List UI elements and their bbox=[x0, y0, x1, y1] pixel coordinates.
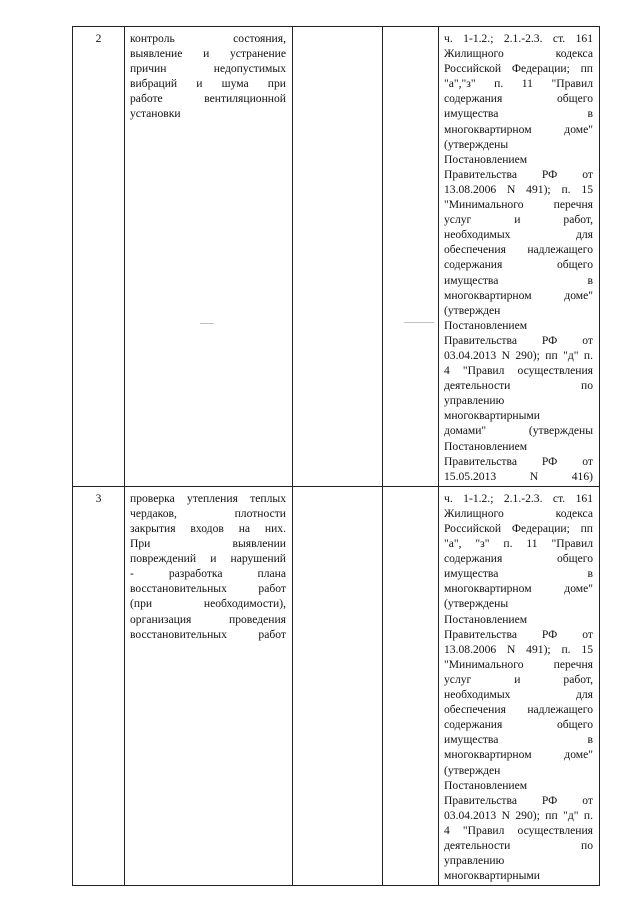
text-line: (утверждены bbox=[444, 137, 509, 151]
empty-cell bbox=[383, 486, 439, 885]
text-line: содержания общего bbox=[444, 552, 593, 566]
text-line: 4 "Правил осуществления bbox=[444, 823, 593, 837]
text-line: Постановлением bbox=[444, 439, 528, 453]
text-line: При выявлении bbox=[130, 537, 286, 551]
text-line: Жилищного кодекса bbox=[444, 47, 593, 61]
text-line: обеспечения надлежащего bbox=[444, 243, 593, 257]
text-line: управлению bbox=[444, 394, 505, 408]
legal-reference bbox=[439, 487, 599, 885]
text-line: закрытия входов на них. bbox=[130, 522, 286, 535]
text-line: проверка утепления теплых bbox=[130, 491, 286, 505]
table-row bbox=[73, 486, 600, 885]
text-line: причин недопустимых bbox=[130, 62, 286, 76]
text-line: Правительства РФ от bbox=[444, 793, 593, 807]
table-row bbox=[73, 27, 600, 487]
text-line: 15.05.2013 N 416) bbox=[444, 469, 593, 483]
text-line: 4 "Правил осуществления bbox=[444, 364, 593, 378]
text-line: необходимых для bbox=[444, 228, 593, 242]
text-line: Постановлением bbox=[444, 778, 528, 792]
text-line: вибраций и шума при bbox=[130, 77, 286, 91]
text-line: многоквартирном доме" bbox=[444, 288, 593, 302]
text-line: Постановлением bbox=[444, 152, 528, 166]
text-line: содержания общего bbox=[444, 92, 593, 106]
text-line: услуг и работ, bbox=[444, 672, 593, 686]
row-number-cell: 2 bbox=[73, 27, 125, 487]
text-line: имущества в bbox=[444, 107, 593, 121]
text-line: (утвержден bbox=[444, 763, 501, 777]
work-description bbox=[125, 487, 292, 642]
text-line: деятельности по bbox=[444, 379, 593, 393]
text-line: 03.04.2013 N 290); пп "д" п. bbox=[444, 808, 593, 822]
text-line: контроль состояния, bbox=[130, 32, 286, 45]
text-line: повреждений и нарушений bbox=[130, 552, 286, 566]
text-line: деятельности по bbox=[444, 838, 593, 852]
legal-reference-cell bbox=[439, 486, 600, 885]
text-line: Правительства РФ от bbox=[444, 333, 593, 347]
text-line: многоквартирными bbox=[444, 869, 540, 883]
text-line: работе вентиляционной bbox=[130, 92, 286, 106]
text-line: ч. 1-1.2.; 2.1.-2.3. ст. 161 bbox=[444, 32, 593, 45]
text-line: имущества в bbox=[444, 273, 593, 287]
work-description-cell bbox=[125, 27, 293, 487]
text-line: "Минимального перечня bbox=[444, 198, 593, 212]
text-line: 13.08.2006 N 491); п. 15 bbox=[444, 182, 593, 196]
text-line: чердаков, плотности bbox=[130, 506, 286, 520]
services-table bbox=[72, 26, 600, 886]
text-line: управлению bbox=[444, 854, 505, 868]
work-description bbox=[125, 27, 292, 122]
text-line: восстановительных работ bbox=[130, 627, 286, 641]
text-line: домами" (утверждены bbox=[444, 424, 593, 438]
empty-cell bbox=[293, 27, 383, 487]
text-line: установки bbox=[130, 107, 181, 121]
text-line: Постановлением bbox=[444, 612, 528, 626]
text-line: 13.08.2006 N 491); п. 15 bbox=[444, 642, 593, 656]
text-line: содержания общего bbox=[444, 258, 593, 272]
text-line: (утверждены bbox=[444, 597, 509, 611]
text-line: (утвержден bbox=[444, 303, 501, 317]
legal-reference-cell bbox=[439, 27, 600, 487]
text-line: "Минимального перечня bbox=[444, 657, 593, 671]
text-line: многоквартирном доме" bbox=[444, 582, 593, 596]
work-description-cell bbox=[125, 486, 293, 885]
text-line: выявление и устранение bbox=[130, 47, 286, 61]
text-line: "а","з" п. 11 "Правил bbox=[444, 77, 593, 91]
text-line: Российской Федерации; пп bbox=[444, 62, 593, 76]
text-line: имущества в bbox=[444, 733, 593, 747]
empty-cell bbox=[293, 486, 383, 885]
text-line: Правительства РФ от bbox=[444, 627, 593, 641]
empty-cell bbox=[383, 27, 439, 487]
text-line: "а", "з" п. 11 "Правил bbox=[444, 537, 593, 551]
text-line: многоквартирном доме" bbox=[444, 748, 593, 762]
text-line: - разработка плана bbox=[130, 567, 286, 581]
text-line: организация проведения bbox=[130, 612, 286, 626]
text-line: Российской Федерации; пп bbox=[444, 522, 593, 535]
text-line: Жилищного кодекса bbox=[444, 506, 593, 520]
text-line: многоквартирными bbox=[444, 409, 540, 423]
text-line: Правительства РФ от bbox=[444, 167, 593, 181]
text-line: Правительства РФ от bbox=[444, 454, 593, 468]
text-line: (при необходимости), bbox=[130, 597, 286, 611]
text-line: необходимых для bbox=[444, 688, 593, 702]
text-line: 03.04.2013 N 290); пп "д" п. bbox=[444, 348, 593, 362]
text-line: обеспечения надлежащего bbox=[444, 703, 593, 717]
text-line: Постановлением bbox=[444, 318, 528, 332]
text-line: ч. 1-1.2.; 2.1.-2.3. ст. 161 bbox=[444, 491, 593, 505]
text-line: восстановительных работ bbox=[130, 582, 286, 596]
text-line: услуг и работ, bbox=[444, 213, 593, 227]
text-line: многоквартирном доме" bbox=[444, 122, 593, 136]
text-line: содержания общего bbox=[444, 718, 593, 732]
text-line: имущества в bbox=[444, 567, 593, 581]
legal-reference bbox=[439, 27, 599, 486]
row-number-cell: 3 bbox=[73, 486, 125, 885]
